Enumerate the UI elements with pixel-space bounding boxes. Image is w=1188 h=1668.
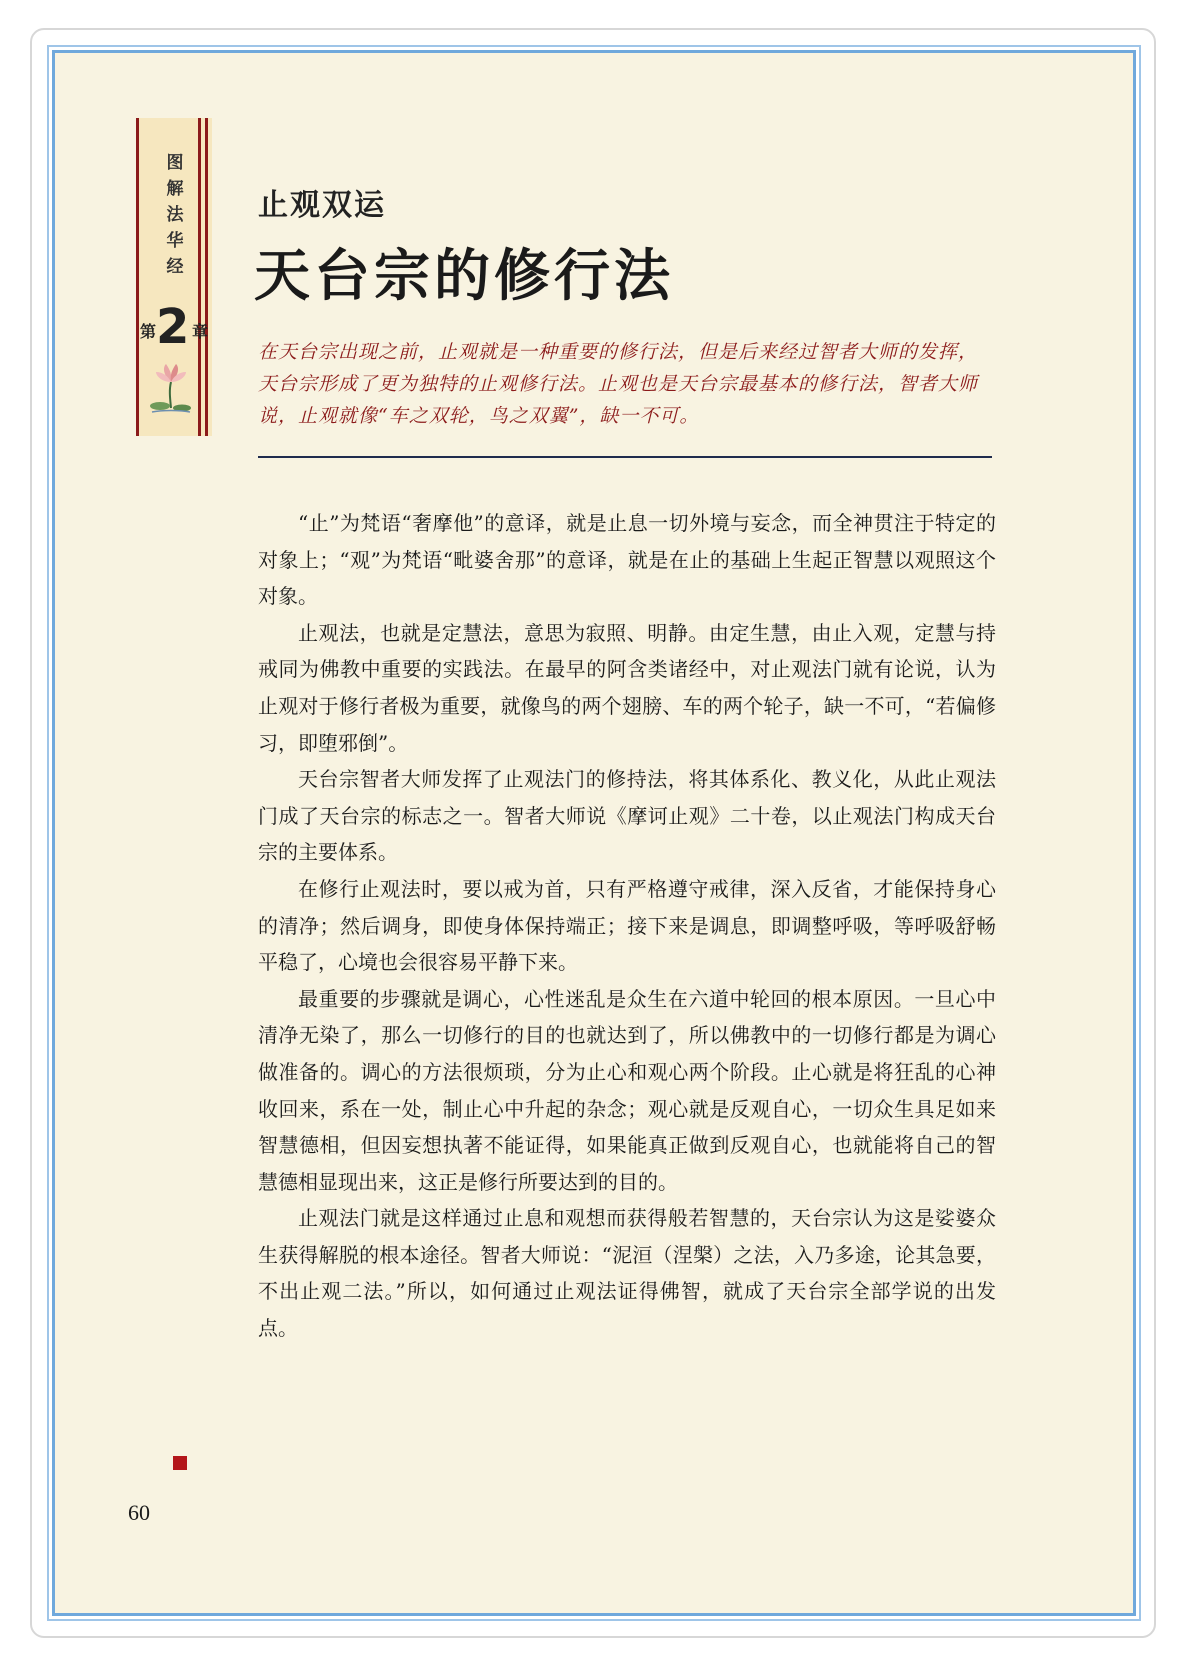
body-paragraph: 最重要的步骤就是调心，心性迷乱是众生在六道中轮回的根本原因。一旦心中清净无染了，那么一切修行的目的也就达到了，所以佛教中的一切修行都是为调心做准备的。调心的方法很烦琐，分为止心和观心两个阶段。止心就是将狂乱的心神收回来，系在一处，制止心中升起的杂念；观心就是反观自心，一切众生具足如来智慧德相，但因妄想执著不能证得，如果能真正做到反观自心，也就能将自己的智慧德相显现出来，这正是修行所要达到的目的。 (258, 986, 996, 1194)
chapter-suffix: 章 (192, 322, 209, 341)
book-title-char: 华 (166, 231, 184, 251)
chapter-label (140, 299, 209, 357)
body-paragraph: 止观法，也就是定慧法，意思为寂照、明静。由定生慧，由止入观，定慧与持戒同为佛教中重要的实践法。在最早的阿含类诸经中，对止观法门就有论说，认为止观对于修行者极为重要，就像鸟的两个翅膀、车的两个轮子，缺一不可，“若偏修习，即堕邪倒”。 (258, 620, 996, 755)
book-title-char: 解 (166, 179, 184, 199)
tab-rule-right-1 (198, 118, 201, 436)
page-title: 天台宗的修行法 (254, 243, 674, 309)
body-paragraph: 天台宗智者大师发挥了止观法门的修持法，将其体系化、教义化，从此止观法门成了天台宗的标志之一。智者大师说《摩诃止观》二十卷，以止观法门构成天台宗的主要体系。 (258, 767, 996, 865)
intro-paragraph: 在天台宗出现之前，止观就是一种重要的修行法，但是后来经过智者大师的发挥，天台宗形成了更为独特的止观修行法。止观也是天台宗最基本的修行法，智者大师说，止观就像“车之双轮，鸟之双翼”，缺一不可。 (258, 341, 979, 427)
body-paragraph: 止观法门就是这样通过止息和观想而获得般若智慧的，天台宗认为这是娑婆众生获得解脱的根本途径。智者大师说：“泥洹（涅槃）之法，入乃多途，论其急要，不出止观二法。”所以，如何通过止观法证得佛智，就成了天台宗全部学说的出发点。 (258, 1206, 996, 1341)
book-title-char: 经 (166, 257, 184, 277)
book-title-char: 法 (166, 205, 184, 225)
page-number: 60 (128, 1500, 150, 1525)
body-paragraph: “止”为梵语“奢摩他”的意译，就是止息一切外境与妄念，而全神贯注于特定的对象上；“观”为梵语“毗婆舍那”的意译，就是在止的基础上生起正智慧以观照这个对象。 (258, 511, 996, 609)
body-text (258, 505, 996, 1347)
tab-rule-left (136, 118, 139, 436)
section-subtitle: 止观双运 (258, 188, 386, 223)
book-title-char: 图 (166, 153, 184, 173)
page-marker-square (173, 1456, 187, 1470)
chapter-prefix: 第 (140, 322, 157, 341)
divider (258, 456, 992, 458)
chapter-number: 2 (156, 299, 190, 355)
tab-rule-right-2 (205, 118, 208, 436)
lotus-icon (148, 362, 194, 416)
body-paragraph: 在修行止观法时，要以戒为首，只有严格遵守戒律，深入反省，才能保持身心的清净；然后调身，即使身体保持端正；接下来是调息，即调整呼吸，等呼吸舒畅平稳了，心境也会很容易平静下来。 (258, 876, 996, 975)
